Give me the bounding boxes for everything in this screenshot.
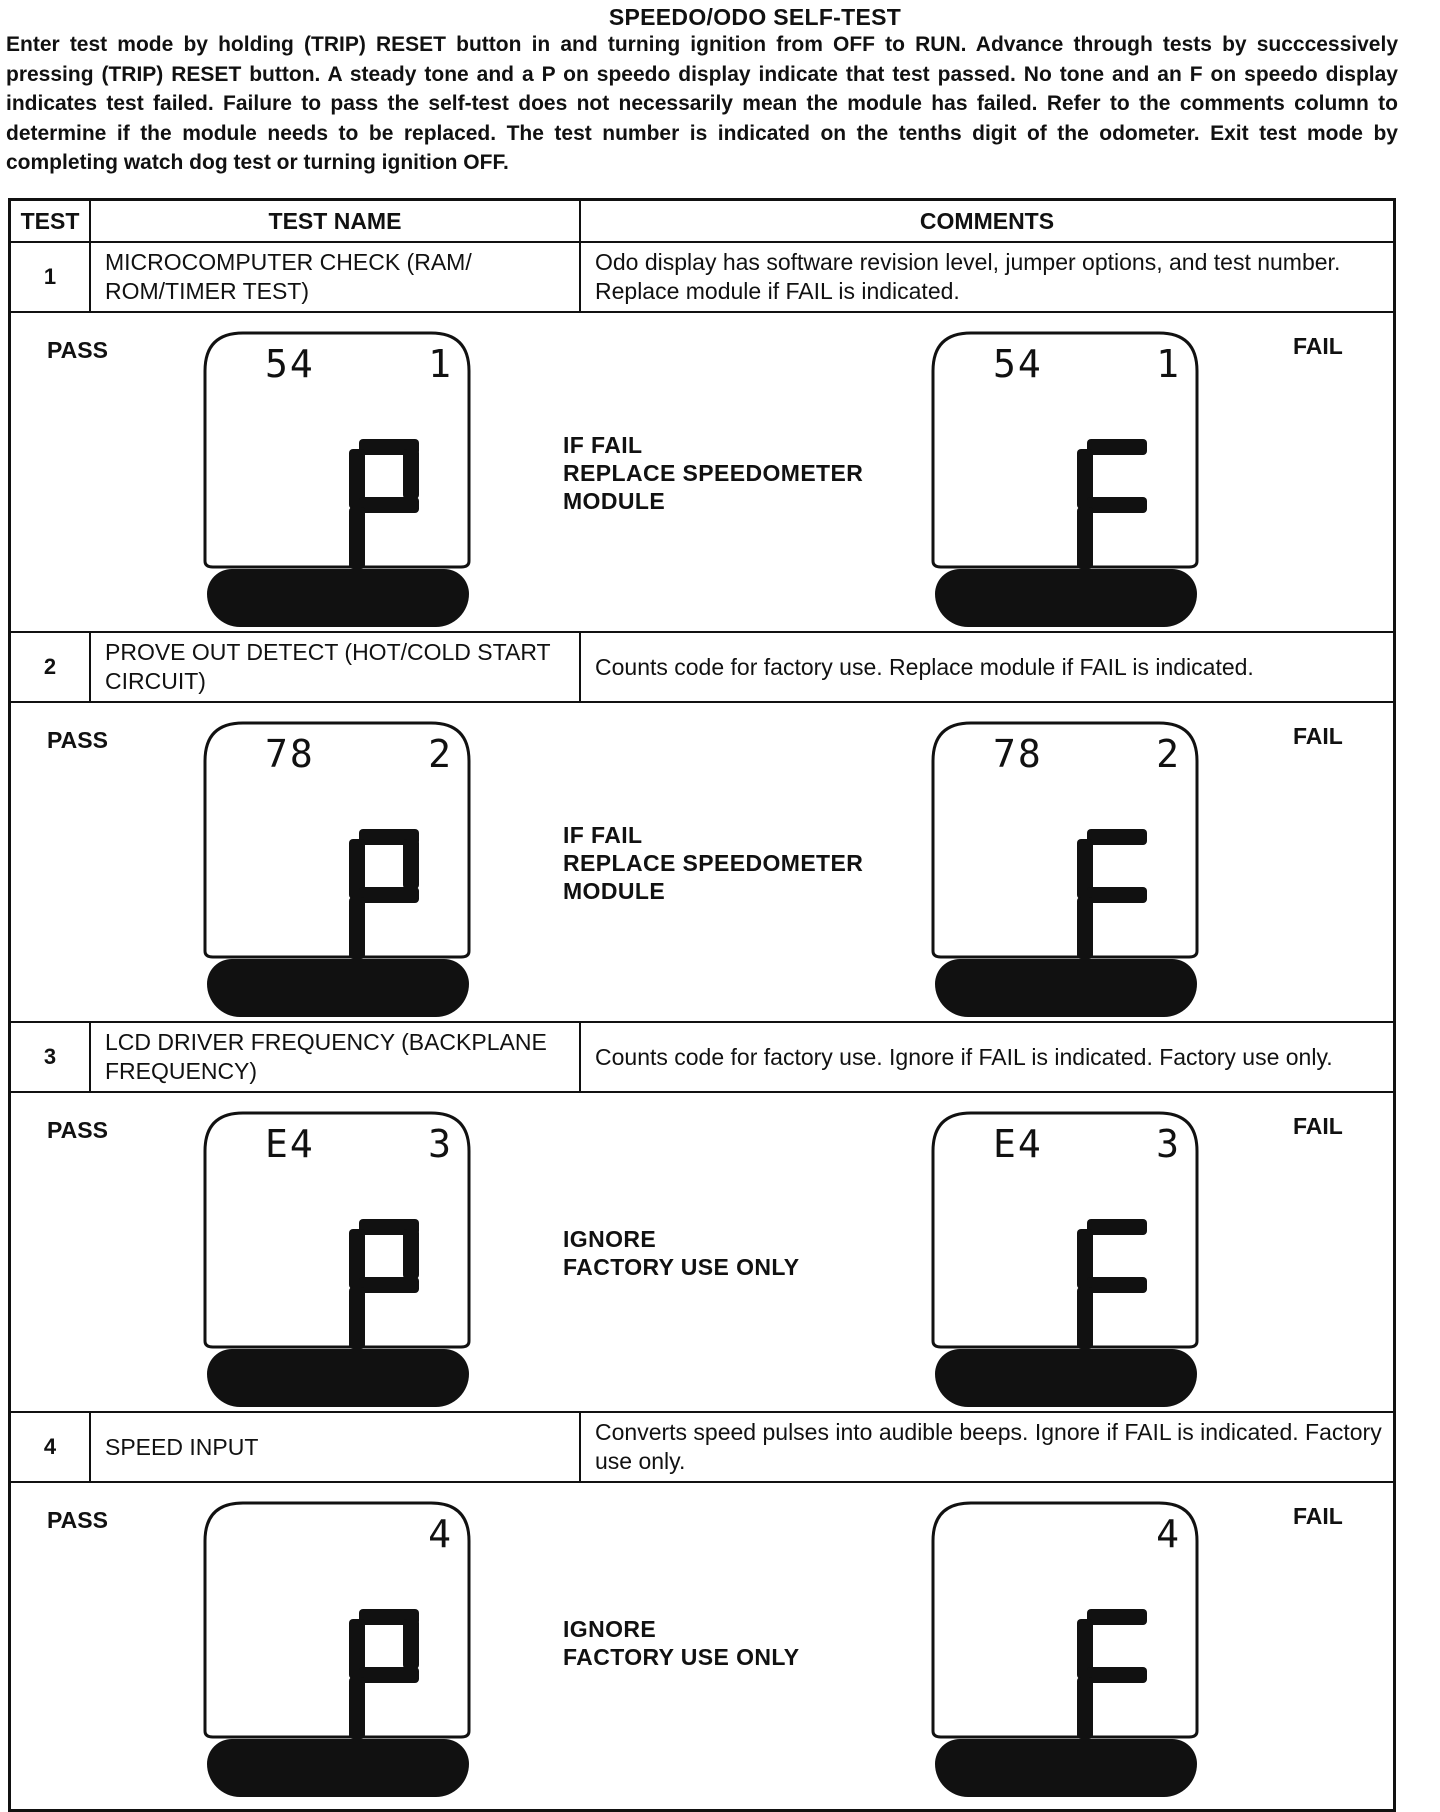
header-comments: COMMENTS [919,207,1055,234]
odo-test-digit: 4 [428,1512,453,1556]
fail-glyph [1077,1219,1147,1349]
test-display-panel [11,313,1393,633]
test-comment: Counts code for factory use. Ignore if FAIL is indicated. Factory use only. [595,1043,1333,1070]
odo-test-digit: 3 [1156,1122,1181,1166]
odo-test-digit: 2 [428,732,453,776]
odo-code-readout: E4 [993,1122,1043,1166]
fail-lcd-display [931,1501,1199,1786]
odo-code-readout: 78 [265,732,315,776]
test-name: LCD DRIVER FREQUENCY (BACKPLANE FREQUENCY) [91,1023,581,1091]
test-display-panel [11,703,1393,1023]
self-test-table [8,198,1396,1812]
panel-instruction [563,1615,799,1671]
pass-lcd-display [203,1111,471,1396]
header-test-name: TEST NAME [91,201,581,241]
pass-lcd-display [203,1501,471,1786]
page-title: SPEEDO/ODO SELF-TEST [608,4,902,30]
fail-label: FAIL [1293,333,1343,359]
test-name: MICROCOMPUTER CHECK (RAM/ ROM/TIMER TEST) [91,243,581,311]
pass-label: PASS [47,727,108,753]
instruction-line: MODULE [563,878,666,904]
fail-label: FAIL [1293,1113,1343,1139]
lcd-bezel-bar [207,1739,469,1797]
pass-glyph [349,1609,419,1739]
odo-test-digit: 2 [1156,732,1181,776]
fail-glyph [1077,1609,1147,1739]
lcd-bezel-bar [935,1739,1197,1797]
odo-test-digit: 1 [1156,342,1181,386]
panel-instruction [563,821,863,905]
fail-lcd-display [931,721,1199,1006]
pass-lcd-display [203,331,471,616]
lcd-bezel-bar [935,569,1197,627]
instruction-line: REPLACE SPEEDOMETER [563,850,864,876]
header-test: TEST [11,201,91,241]
test-row [11,1023,1393,1093]
fail-label: FAIL [1293,723,1343,749]
pass-label: PASS [47,1507,108,1533]
lcd-bezel-bar [935,959,1197,1017]
test-display-panel [11,1093,1393,1413]
instruction-line: IGNORE [563,1616,657,1642]
test-comment: Odo display has software revision level, jumper options, and test number. Replace module if FAIL is indicated. [595,249,1341,304]
odo-code-readout: 78 [993,732,1043,776]
test-number: 2 [11,633,91,701]
lcd-bezel-bar [935,1349,1197,1407]
intro-paragraph: Enter test mode by holding (TRIP) RESET button in and turning ignition from OFF to RUN. Advance through tests by succcessively pressing (TRIP) RESET button. A steady tone and a P on speedo display indicate that test passed. No tone and an F on speedo display indicates test failed. Failure to pass the self-test does not necessarily mean the module has failed. Refer to the comments column to determine if the module needs to be replaced. The test number is indicated on the tenths digit of the odometer. Exit test mode by completing watch dog test or turning ignition OFF. [6,33,1398,174]
fail-glyph [1077,829,1147,959]
pass-label: PASS [47,337,108,363]
instruction-line: FACTORY USE ONLY [563,1644,800,1670]
odo-test-digit: 1 [428,342,453,386]
fail-label: FAIL [1293,1503,1343,1529]
lcd-bezel-bar [207,1349,469,1407]
instruction-line: IGNORE [563,1226,657,1252]
panel-instruction [563,1225,799,1281]
instruction-line: IF FAIL [563,822,643,848]
odo-test-digit: 4 [1156,1512,1181,1556]
test-comment: Converts speed pulses into audible beeps. Ignore if FAIL is indicated. Factory use only. [595,1419,1382,1474]
fail-lcd-display [931,331,1199,616]
test-number: 3 [11,1023,91,1091]
pass-glyph [349,829,419,959]
instruction-line: MODULE [563,488,666,514]
fail-lcd-display [931,1111,1199,1396]
test-number: 4 [11,1413,91,1481]
test-number: 1 [11,243,91,311]
instruction-line: REPLACE SPEEDOMETER [563,460,864,486]
pass-label: PASS [47,1117,108,1143]
test-row [11,243,1393,313]
pass-glyph [349,1219,419,1349]
fail-glyph [1077,439,1147,569]
odo-test-digit: 3 [428,1122,453,1166]
test-display-panel [11,1483,1393,1803]
instruction-line: FACTORY USE ONLY [563,1254,800,1280]
odo-code-readout: 54 [265,342,315,386]
pass-glyph [349,439,419,569]
test-comment: Counts code for factory use. Replace module if FAIL is indicated. [595,653,1254,680]
panel-instruction [563,431,863,515]
lcd-bezel-bar [207,959,469,1017]
odo-code-readout: E4 [265,1122,315,1166]
lcd-bezel-bar [207,569,469,627]
test-name: SPEED INPUT [91,1413,581,1481]
odo-code-readout: 54 [993,342,1043,386]
instruction-line: IF FAIL [563,432,643,458]
test-row [11,1413,1393,1483]
table-header-row [11,201,1393,243]
pass-lcd-display [203,721,471,1006]
test-name: PROVE OUT DETECT (HOT/COLD START CIRCUIT) [91,633,581,701]
test-row [11,633,1393,703]
